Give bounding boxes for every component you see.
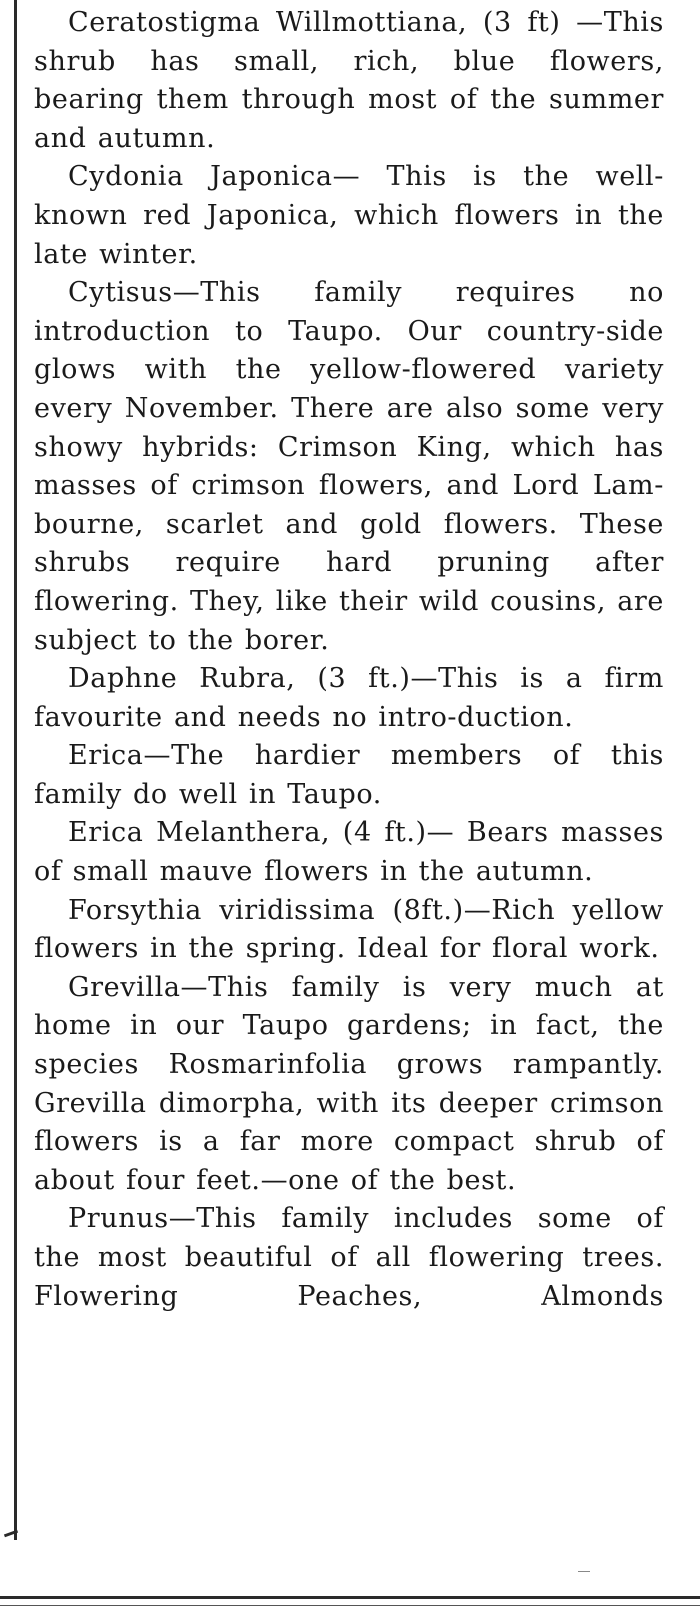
print-speck	[578, 1571, 590, 1572]
paragraph-grevilla: Grevilla—This family is very much at home in our Taupo gardens; in fact, the species Rosmarinfolia grows rampantly. Grevilla dimorpha, with its deeper crimson flowers is a far more compact shrub of about four feet.—one of the best.	[34, 971, 664, 1196]
paragraph-prunus: Prunus—This family includes some of the most beautiful of all flowering trees. Flowering Peaches, Almonds	[34, 1203, 664, 1312]
paragraph-forsythia: Forsythia viridissima (8ft.)—Rich yellow flowers in the spring. Ideal for floral work.	[34, 894, 664, 965]
paragraph-cytisus: Cytisus—This family requires no introduction to Taupo. Our country-side glows with the yellow-flowered variety every November. There are also some very showy hybrids: Crimson King, which has masses of crimson flowers, and Lord Lam-bourne, scarlet and gold flowers. These shrubs require hard pruning after flowering. They, like their wild cousins, are subject to the borer.	[34, 277, 664, 656]
article-column	[34, 4, 664, 1316]
paragraph-cydonia: Cydonia Japonica— This is the well-known red Japonica, which flowers in the late winter.	[34, 161, 664, 270]
paragraph-erica-melanthera: Erica Melanthera, (4 ft.)— Bears masses of small mauve flowers in the autumn.	[34, 817, 664, 888]
page-bottom-rule	[0, 1596, 700, 1599]
page-bottom-rule-thin	[0, 1605, 700, 1606]
paragraph-erica: Erica—The hardier members of this family do well in Taupo.	[34, 740, 664, 810]
column-rule-left	[14, 0, 17, 1540]
paragraph-ceratostigma: Ceratostigma Willmottiana, (3 ft) —This shrub has small, rich, blue flowers, bearing them through most of the summer and autumn.	[34, 7, 664, 154]
paragraph-daphne: Daphne Rubra, (3 ft.)—This is a firm favourite and needs no intro-duction.	[34, 663, 664, 733]
